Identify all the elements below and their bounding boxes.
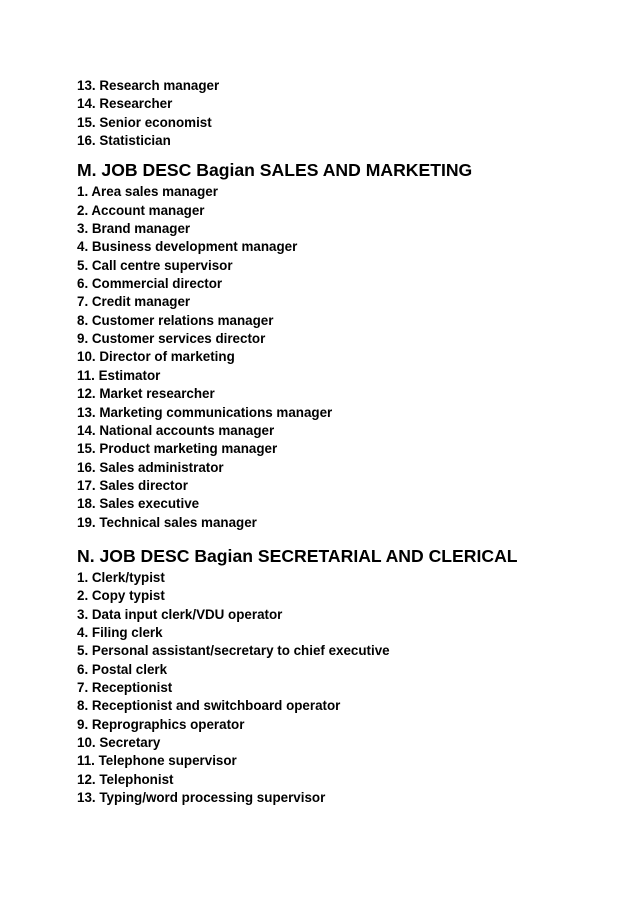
list-item: 13. Research manager bbox=[77, 78, 220, 93]
list-item: 12. Telephonist bbox=[77, 771, 174, 787]
sales-marketing-heading: M. JOB DESC Bagian SALES AND MARKETING bbox=[77, 160, 473, 181]
list-item: 6. Commercial director bbox=[77, 276, 223, 292]
list-item: 13. Marketing communications manager bbox=[77, 404, 333, 420]
list-item: 9. Reprographics operator bbox=[77, 716, 245, 732]
list-item: 1. Area sales manager bbox=[77, 184, 218, 200]
list-item: 15. Senior economist bbox=[77, 114, 212, 130]
list-item: 4. Filing clerk bbox=[77, 624, 163, 640]
list-item: 2. Account manager bbox=[77, 202, 205, 218]
secretarial-clerical-heading: N. JOB DESC Bagian SECRETARIAL AND CLERICAL bbox=[77, 545, 518, 566]
list-item: 16. Sales administrator bbox=[77, 459, 224, 475]
list-item: 9. Customer services director bbox=[77, 331, 266, 347]
list-item: 7. Receptionist bbox=[77, 679, 173, 695]
list-item: 16. Statistician bbox=[77, 133, 171, 149]
list-item: 10. Director of marketing bbox=[77, 349, 235, 365]
list-item: 11. Telephone supervisor bbox=[77, 753, 237, 769]
list-item: 8. Customer relations manager bbox=[77, 312, 274, 328]
list-item: 14. Researcher bbox=[77, 96, 173, 112]
list-item: 12. Market researcher bbox=[77, 386, 215, 402]
list-item: 7. Credit manager bbox=[77, 294, 191, 310]
list-item: 4. Business development manager bbox=[77, 239, 298, 255]
list-item: 15. Product marketing manager bbox=[77, 441, 278, 457]
list-item: 2. Copy typist bbox=[77, 588, 165, 604]
list-item: 3. Data input clerk/VDU operator bbox=[77, 606, 283, 622]
list-item: 18. Sales executive bbox=[77, 496, 200, 512]
list-item: 6. Postal clerk bbox=[77, 661, 168, 677]
list-item: 3. Brand manager bbox=[77, 221, 191, 237]
secretarial-clerical-list bbox=[77, 569, 597, 807]
list-item: 17. Sales director bbox=[77, 477, 188, 493]
list-item: 19. Technical sales manager bbox=[77, 514, 257, 530]
list-item: 11. Estimator bbox=[77, 367, 161, 383]
list-item: 14. National accounts manager bbox=[77, 422, 275, 438]
list-item: 13. Typing/word processing supervisor bbox=[77, 790, 326, 806]
list-item: 5. Call centre supervisor bbox=[77, 257, 233, 273]
list-item: 10. Secretary bbox=[77, 735, 161, 750]
research-jobs-list bbox=[77, 77, 597, 150]
sales-marketing-list bbox=[77, 183, 597, 532]
list-item: 5. Personal assistant/secretary to chief executive bbox=[77, 643, 390, 659]
document-page bbox=[77, 77, 597, 807]
list-item: 1. Clerk/typist bbox=[77, 569, 165, 585]
list-item: 8. Receptionist and switchboard operator bbox=[77, 698, 341, 714]
